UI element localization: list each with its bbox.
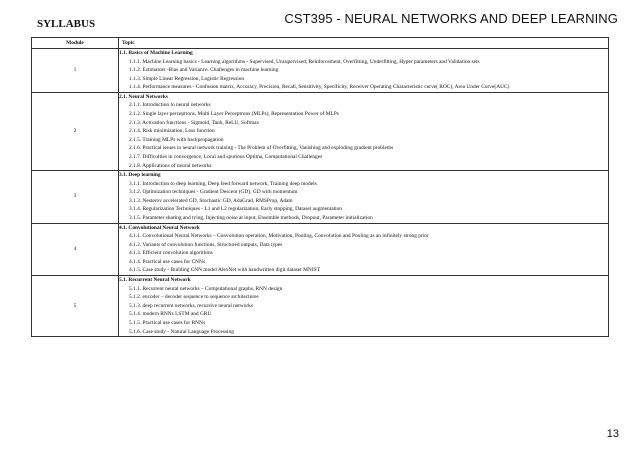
module-topics bbox=[119, 171, 609, 223]
module-title: 1.1. Basics of Machine Learning bbox=[119, 50, 193, 56]
module-topics bbox=[119, 223, 609, 275]
module-title: 4.1. Convolutional Neural Network bbox=[119, 224, 200, 231]
syllabus-body bbox=[32, 49, 609, 337]
module-title: 5.1. Recurrent Neural Network bbox=[119, 277, 191, 284]
topic-item: 2.1.2. Single layer perceptrons, Multi Layer Perceptrons (MLPs), Representation Power of MLPs bbox=[129, 110, 339, 117]
course-title: CST395 - NEURAL NETWORKS AND DEEP LEARNING bbox=[284, 11, 618, 26]
topic-item: 5.1.3. deep recurrent networks, recursive neural networks bbox=[129, 302, 253, 309]
table-row bbox=[32, 92, 609, 170]
topic-item: 4.1.2. Variants of convolution functions, Structured outputs, Data types bbox=[129, 241, 283, 248]
module-number: 1 bbox=[32, 49, 119, 93]
topic-item: 4.1.1. Convolutional Neural Networks – Convolution operation, Motivation, Pooling, Convolution and Pooling as an infinitely strong prior bbox=[129, 233, 429, 240]
table-row bbox=[32, 223, 609, 275]
table-row bbox=[32, 171, 609, 223]
section-title: SYLLABUS bbox=[37, 18, 96, 30]
topic-item: 2.1.4. Risk minimization, Loss function bbox=[129, 128, 215, 135]
module-number: 4 bbox=[32, 223, 119, 275]
table-row bbox=[32, 276, 609, 337]
module-number: 5 bbox=[32, 276, 119, 337]
topic-item: 3.1.5. Parameter sharing and tying, Injecting noise at input, Ensemble methods, Dropout, Parameter initialization bbox=[129, 215, 373, 221]
topic-item: 1.1.2. Estimators -Bias and Variance. Challenges in machine learning bbox=[129, 67, 279, 74]
topic-item: 5.1.1. Recurrent neural networks – Computational graphs, RNN design bbox=[129, 285, 283, 292]
module-topics bbox=[119, 49, 609, 93]
topic-item: 5.1.6. Case study - Natural Language Processing bbox=[129, 328, 234, 335]
topic-item: 3.1.2. Optimization techniques - Gradient Descent (GD), GD with momentum bbox=[129, 189, 298, 196]
topic-item: 1.1.4. Performance measures - Confusion matrix, Accuracy, Precision, Recall, Sensitivity, Specificity, Receiver Operating Characteristic curve( ROC), Area Under Curve(AUC) bbox=[129, 84, 510, 91]
column-header-topic: Topic bbox=[119, 38, 609, 49]
topic-item: 3.1.1. Introduction to deep learning, Deep feed forward network, Training deep models bbox=[129, 180, 317, 187]
table-header-row bbox=[32, 38, 609, 49]
module-topics bbox=[119, 92, 609, 170]
topic-item: 5.1.2. encoder – decoder sequence to sequence architectures bbox=[129, 294, 259, 301]
topic-item: 5.1.4. modern RNNs LSTM and GRU bbox=[129, 311, 212, 318]
module-number: 3 bbox=[32, 171, 119, 223]
topic-item: 1.1.1. Machine Learning basics - Learning algorithms - Supervised, Unsupervised, Reinforcement, Overfitting, Underfitting, Hyper parameters and Validation sets bbox=[129, 58, 480, 65]
syllabus-table bbox=[31, 37, 609, 337]
topic-item: 2.1.7. Difficulties in convergence, Local and spurious Optima, Computational Challenges bbox=[129, 153, 323, 160]
topic-item: 4.1.4. Practical use cases for CNNs bbox=[129, 258, 206, 265]
module-topics bbox=[119, 276, 609, 337]
module-title: 3.1. Deep learning bbox=[119, 172, 161, 179]
topic-item: 2.1.8. Applications of neural networks bbox=[129, 162, 212, 169]
table-row bbox=[32, 49, 609, 93]
topic-item: 1.1.3. Simple Linear Regression, Logistic Regression bbox=[129, 75, 245, 82]
topic-item: 2.1.3. Activation functions - Sigmoid, Tanh, ReLU, Softmax bbox=[129, 119, 260, 126]
topic-item: 3.1.4. Regularization Techniques - L1 and L2 regularization, Early stopping, Dataset augmentation bbox=[129, 206, 342, 213]
topic-item: 2.1.1. Introduction to neural networks bbox=[129, 102, 211, 109]
topic-item: 2.1.5. Training MLPs with backpropagation bbox=[129, 136, 224, 143]
topic-item: 5.1.5. Practical use cases for RNNs bbox=[129, 319, 206, 326]
topic-item: 2.1.6. Practical issues in neural network training - The Problem of Overfitting, Vanishing and exploding gradient problems bbox=[129, 145, 394, 152]
topic-item: 3.1.3. Nesterov accelerated GD, Stochastic GD, AdaGrad, RMSProp, Adam bbox=[129, 197, 293, 204]
module-title: 2.1. Neural Networks bbox=[119, 93, 168, 100]
column-header-module: Module bbox=[32, 38, 119, 49]
module-number: 2 bbox=[32, 92, 119, 170]
topic-item: 4.1.3. Efficient convolution algorithms bbox=[129, 250, 213, 257]
topic-item: 4.1.5. Case study - Building CNN model AlexNet with handwritten digit dataset MNIST bbox=[129, 267, 320, 274]
page-number: 13 bbox=[606, 428, 619, 440]
